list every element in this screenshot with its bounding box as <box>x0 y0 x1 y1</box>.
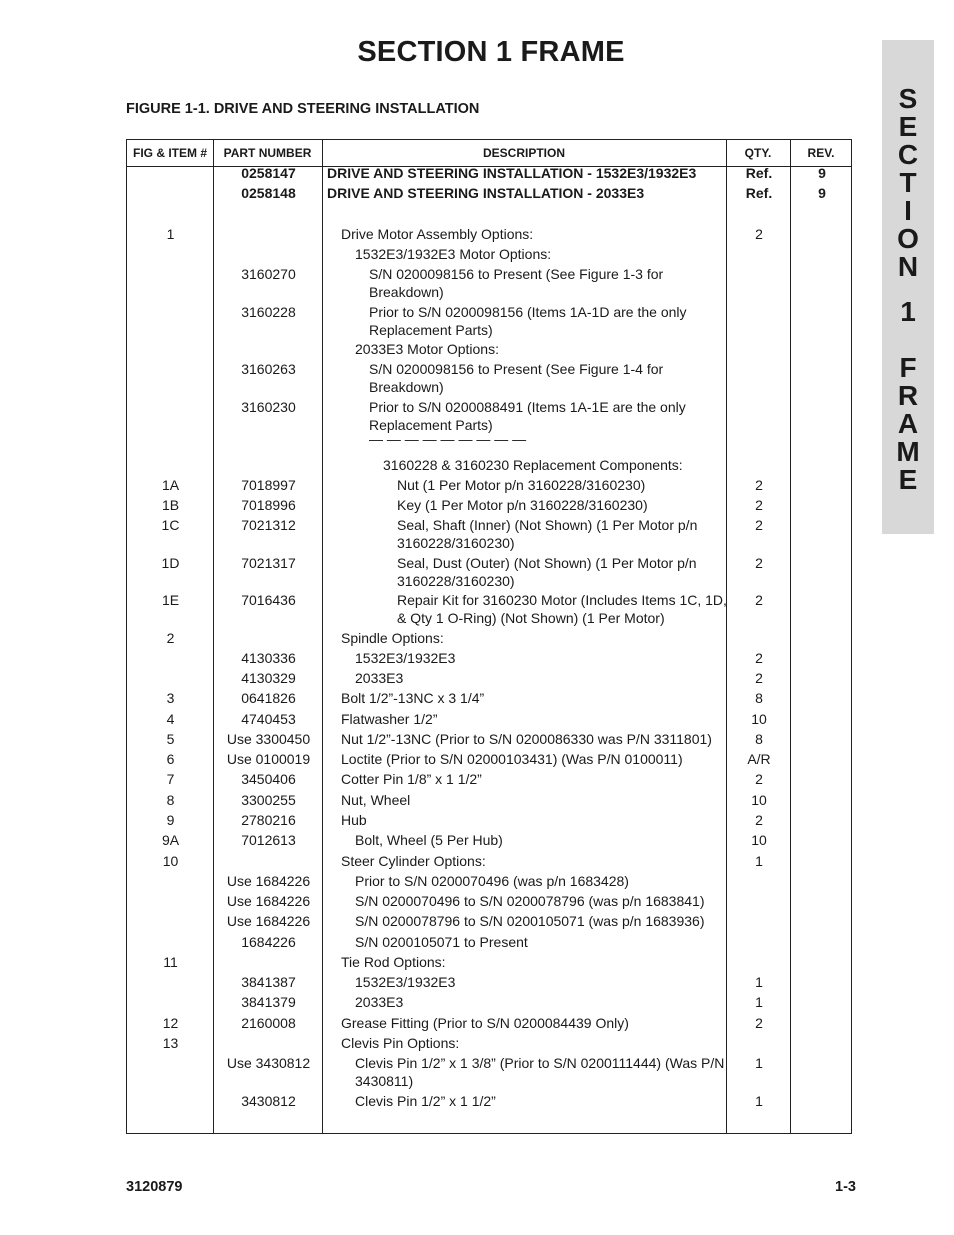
part-number-cell: 3841379 <box>241 994 296 1010</box>
header-part-number: PART NUMBER <box>223 146 312 160</box>
side-tab-letter: A <box>897 408 919 439</box>
part-number-cell: Use 1684226 <box>226 893 311 909</box>
fig-item-cell: 1B <box>161 497 180 513</box>
fig-item-cell: 7 <box>166 771 175 787</box>
description-cell: 2033E3 <box>355 994 404 1010</box>
qty-cell: 2 <box>755 771 763 787</box>
fig-item-cell: 9 <box>166 812 175 828</box>
side-tab-letter: E <box>898 464 918 495</box>
qty-cell: Ref. <box>745 185 773 201</box>
description-cell: DRIVE AND STEERING INSTALLATION - 1532E3/1932E3 <box>327 165 697 181</box>
description-cell: S/N 0200098156 to Present (See Figure 1-4 for Breakdown) <box>369 361 664 395</box>
qty-cell: 2 <box>755 650 763 666</box>
description-cell: Nut (1 Per Motor p/n 3160228/3160230) <box>397 477 646 493</box>
section-side-tab <box>882 40 934 534</box>
description-cell: Nut 1/2”-13NC (Prior to S/N 0200086330 was P/N 3311801) <box>341 731 712 747</box>
qty-cell: 1 <box>755 1093 763 1109</box>
qty-cell: 2 <box>755 517 763 533</box>
fig-item-cell: 2 <box>166 630 175 646</box>
fig-item-cell: 1A <box>161 477 180 493</box>
description-cell: 1532E3/1932E3 <box>355 650 456 666</box>
qty-cell: 1 <box>755 974 763 990</box>
description-cell: Clevis Pin 1/2” x 1 1/2” <box>355 1093 496 1109</box>
description-cell: S/N 0200105071 to Present <box>355 934 528 950</box>
part-number-cell: 3160263 <box>241 361 296 377</box>
side-tab-letter: E <box>898 111 918 142</box>
side-tab-letter: C <box>897 139 919 170</box>
side-tab-letter: 1 <box>900 296 916 327</box>
page-number: 1-3 <box>835 1179 856 1195</box>
qty-cell: 2 <box>755 477 763 493</box>
fig-item-cell: 6 <box>166 751 175 767</box>
qty-cell: 2 <box>755 555 763 571</box>
part-number-cell: 7018996 <box>241 497 296 513</box>
side-tab-letter: S <box>898 83 918 114</box>
description-cell: 2033E3 Motor Options: <box>355 341 499 357</box>
part-number-cell: 7021312 <box>241 517 296 533</box>
part-number-cell: 7012613 <box>241 832 296 848</box>
part-number-cell: 4130329 <box>241 670 296 686</box>
part-number-cell: 3160270 <box>241 266 296 282</box>
rev-cell: 9 <box>818 185 826 201</box>
header-description: DESCRIPTION <box>482 146 565 160</box>
fig-item-cell: 1C <box>161 517 180 533</box>
part-number-cell: 0258147 <box>241 165 296 181</box>
fig-item-cell: 1D <box>161 555 180 571</box>
qty-cell: 2 <box>755 1015 763 1031</box>
fig-item-cell: 13 <box>162 1035 179 1051</box>
description-cell: Drive Motor Assembly Options: <box>341 226 534 242</box>
part-number-cell: Use 1684226 <box>226 913 311 929</box>
description-cell: Seal, Shaft (Inner) (Not Shown) (1 Per Motor p/n 3160228/3160230) <box>397 517 698 551</box>
description-cell: Repair Kit for 3160230 Motor (Includes Items 1C, 1D, & Qty 1 O-Ring) (Not Shown) (1 Per Motor) <box>397 592 727 626</box>
part-number-cell: 0641826 <box>241 690 296 706</box>
part-number-cell: 3430812 <box>241 1093 296 1109</box>
part-number-cell: 3160228 <box>241 304 296 320</box>
side-tab-letter: N <box>897 251 919 282</box>
qty-cell: 2 <box>755 226 763 242</box>
header-rev: REV. <box>807 146 835 160</box>
description-cell: Prior to S/N 0200070496 (was p/n 1683428) <box>355 873 629 889</box>
side-tab-letter: F <box>899 352 917 383</box>
part-number-cell: Use 3300450 <box>226 731 311 747</box>
description-cell: Clevis Pin Options: <box>341 1035 460 1051</box>
part-number-cell: 7018997 <box>241 477 296 493</box>
part-number-cell: 2780216 <box>241 812 296 828</box>
qty-cell: 2 <box>755 812 763 828</box>
side-tab-letter: I <box>904 195 912 226</box>
fig-item-cell: 1E <box>161 592 180 608</box>
description-cell: 1532E3/1932E3 <box>355 974 456 990</box>
qty-cell: A/R <box>747 751 771 767</box>
description-cell: 2033E3 <box>355 670 404 686</box>
part-number-cell: 3300255 <box>241 792 296 808</box>
description-cell: Bolt, Wheel (5 Per Hub) <box>355 832 503 848</box>
part-number-cell: Use 3430812 <box>226 1055 311 1071</box>
part-number-cell: Use 0100019 <box>226 751 311 767</box>
description-cell: Grease Fitting (Prior to S/N 0200084439 Only) <box>341 1015 629 1031</box>
qty-cell: 1 <box>755 1055 763 1071</box>
fig-item-cell: 8 <box>166 792 175 808</box>
part-number-cell: 1684226 <box>241 934 296 950</box>
description-cell: Hub <box>341 812 367 828</box>
description-cell: 1532E3/1932E3 Motor Options: <box>355 246 552 262</box>
qty-cell: 2 <box>755 670 763 686</box>
description-cell: S/N 0200078796 to S/N 0200105071 (was p/n 1683936) <box>355 913 705 929</box>
description-cell: S/N 0200098156 to Present (See Figure 1-3 for Breakdown) <box>369 266 664 300</box>
fig-item-cell: 1 <box>166 226 175 242</box>
qty-cell: 8 <box>755 731 763 747</box>
description-cell: Flatwasher 1/2” <box>341 711 438 727</box>
qty-cell: 10 <box>751 711 767 727</box>
qty-cell: 1 <box>755 994 763 1010</box>
description-cell: S/N 0200070496 to S/N 0200078796 (was p/n 1683841) <box>355 893 705 909</box>
fig-item-cell: 11 <box>163 954 178 970</box>
part-number-cell: 4740453 <box>241 711 296 727</box>
side-tab-letter: O <box>897 223 919 254</box>
description-cell: Nut, Wheel <box>341 792 411 808</box>
description-cell: Tie Rod Options: <box>341 954 446 970</box>
qty-cell: 1 <box>755 853 763 869</box>
description-cell: Steer Cylinder Options: <box>341 853 486 869</box>
description-cell: Key (1 Per Motor p/n 3160228/3160230) <box>397 497 648 513</box>
fig-item-cell: 9A <box>161 832 180 848</box>
part-number-cell: 3450406 <box>241 771 296 787</box>
qty-cell: 10 <box>751 832 767 848</box>
part-number-cell: 0258148 <box>241 185 296 201</box>
fig-item-cell: 10 <box>162 853 179 869</box>
description-cell: Clevis Pin 1/2” x 1 3/8” (Prior to S/N 0200111444) (Was P/N 3430811) <box>355 1055 725 1089</box>
side-tab-letter: R <box>897 380 919 411</box>
parts-table <box>126 139 852 1134</box>
side-tab-letter: T <box>899 167 917 198</box>
fig-item-cell: 5 <box>166 731 175 747</box>
qty-cell: 8 <box>755 690 763 706</box>
fig-item-cell: 12 <box>162 1015 179 1031</box>
figure-title: FIGURE 1-1. DRIVE AND STEERING INSTALLATION <box>126 101 480 117</box>
description-cell: 3160228 & 3160230 Replacement Components: <box>383 457 683 473</box>
description-cell: Seal, Dust (Outer) (Not Shown) (1 Per Motor p/n 3160228/3160230) <box>397 555 697 589</box>
side-tab-letter: M <box>896 436 920 467</box>
qty-cell: 2 <box>755 497 763 513</box>
qty-cell: 2 <box>755 592 763 608</box>
description-cell: Cotter Pin 1/8” x 1 1/2” <box>341 771 482 787</box>
part-number-cell: 4130336 <box>241 650 296 666</box>
description-cell: DRIVE AND STEERING INSTALLATION - 2033E3 <box>327 185 645 201</box>
description-cell: Bolt 1/2”-13NC x 3 1/4” <box>341 690 485 706</box>
part-number-cell: Use 1684226 <box>226 873 311 889</box>
section-title: SECTION 1 FRAME <box>357 36 625 68</box>
part-number-cell: 7016436 <box>241 592 296 608</box>
fig-item-cell: 4 <box>166 711 175 727</box>
qty-cell: Ref. <box>745 165 773 181</box>
description-cell: Spindle Options: <box>341 630 444 646</box>
header-fig-item: FIG & ITEM # <box>132 146 207 160</box>
description-cell: Prior to S/N 0200098156 (Items 1A-1D are the only Replacement Parts) <box>369 304 687 338</box>
part-number-cell: 3841387 <box>241 974 296 990</box>
description-cell: Loctite (Prior to S/N 02000103431) (Was P/N 0100011) <box>341 751 683 767</box>
qty-cell: 10 <box>751 792 767 808</box>
description-cell: — — — — — — — — — <box>369 431 527 447</box>
part-number-cell: 2160008 <box>241 1015 296 1031</box>
rev-cell: 9 <box>818 165 826 181</box>
description-cell: Prior to S/N 0200088491 (Items 1A-1E are the only Replacement Parts) <box>369 399 686 433</box>
header-qty: QTY. <box>744 146 772 160</box>
part-number-cell: 7021317 <box>241 555 296 571</box>
fig-item-cell: 3 <box>166 690 175 706</box>
document-number: 3120879 <box>126 1179 183 1195</box>
part-number-cell: 3160230 <box>241 399 296 415</box>
